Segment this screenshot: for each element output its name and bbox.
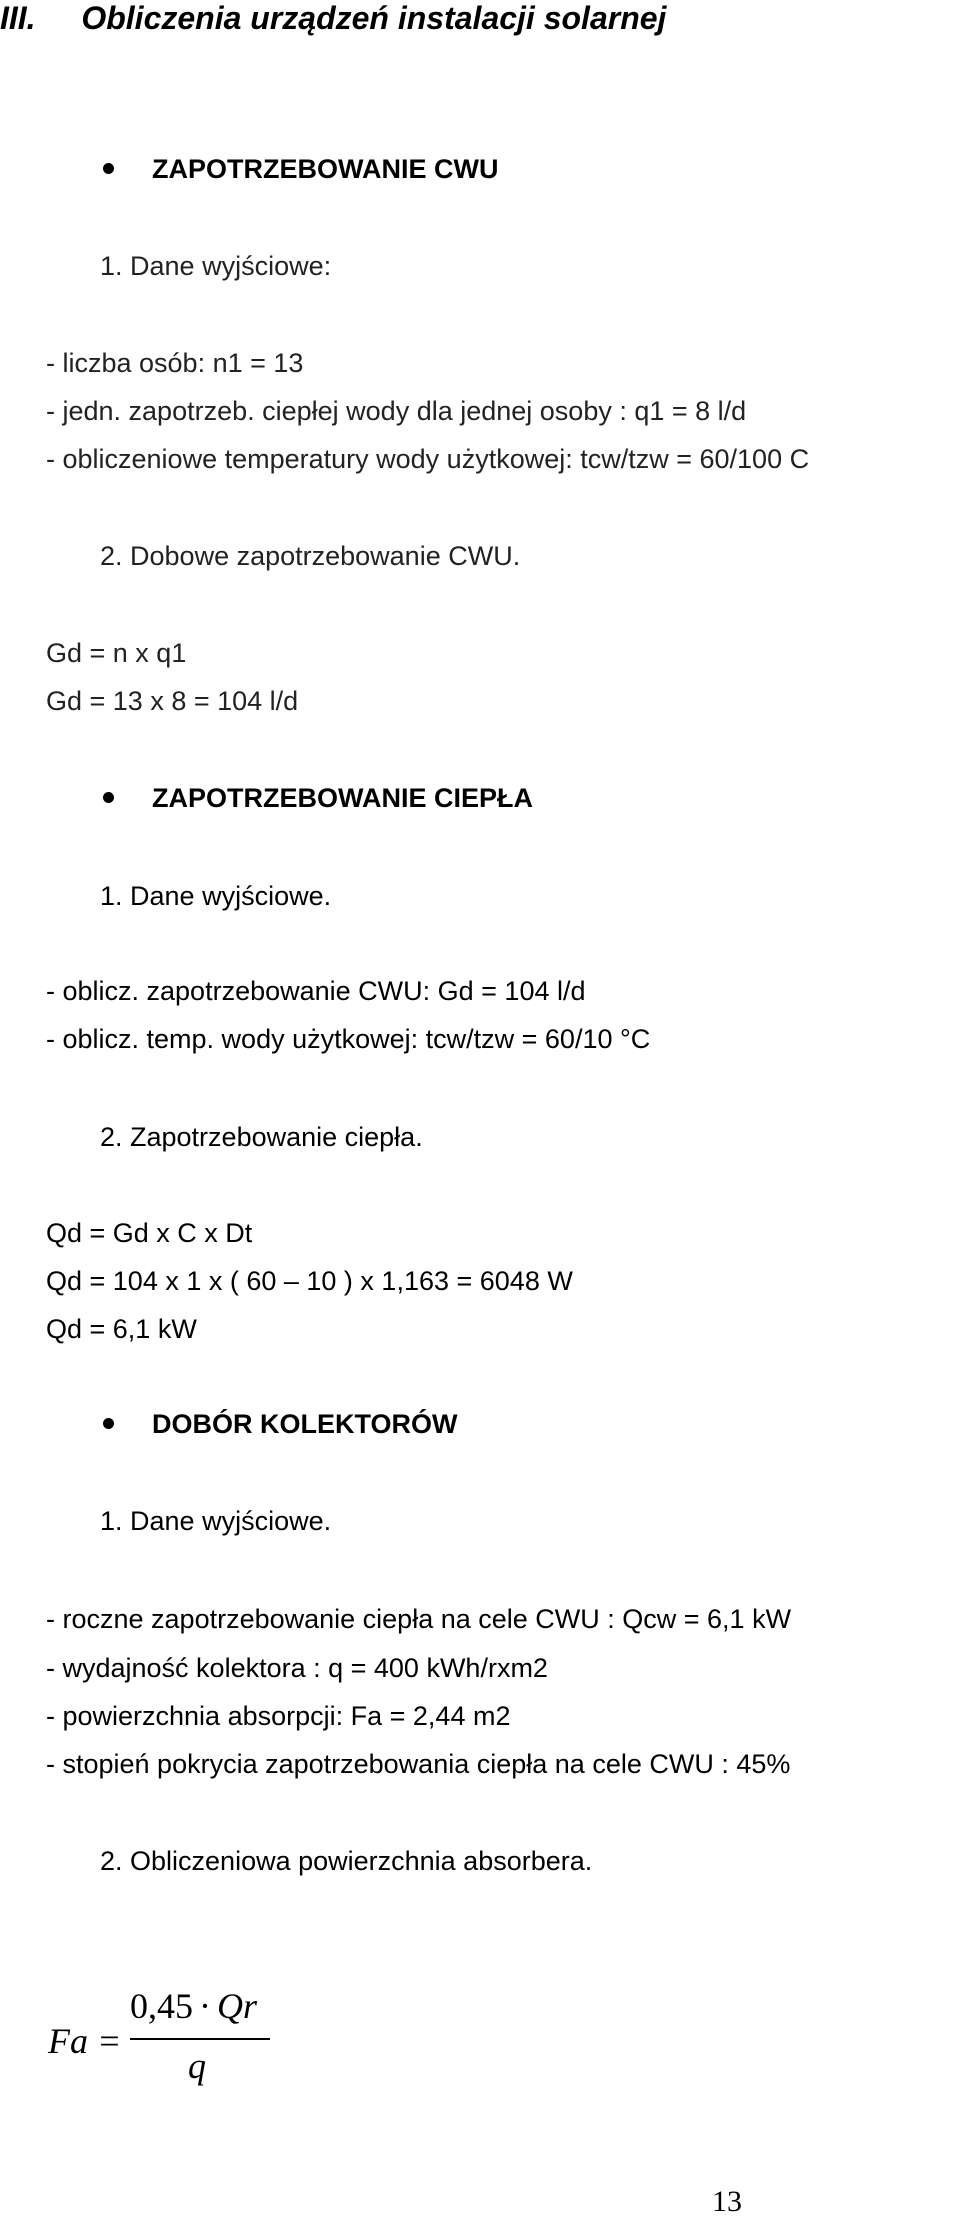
cwu-formula-1: Gd = n x q1 [46,638,187,668]
cwu-line-1: - liczba osób: n1 = 13 [46,348,304,378]
formula-denominator: q [188,2046,206,2086]
formula-numerator-coef: 0,45 [130,1986,193,2026]
heat-formula-1: Qd = Gd x C x Dt [46,1218,253,1248]
bullet-icon [103,163,114,174]
section-number: III. [0,0,36,36]
bullet-icon [103,1418,114,1429]
heat-formula-3: Qd = 6,1 kW [46,1314,197,1344]
section-title [0,2,666,34]
cwu-formula-2: Gd = 13 x 8 = 104 l/d [46,686,299,716]
heat-line-1: - oblicz. zapotrzebowanie CWU: Gd = 104 l/d [46,976,586,1006]
cwu-line-3: - obliczeniowe temperatury wody użytkowej: tcw/tzw = 60/100 C [46,444,810,474]
formula-numerator [130,1985,257,2027]
heat-item-2: 2. Zapotrzebowanie ciepła. [100,1122,423,1152]
collectors-item-1: 1. Dane wyjściowe. [100,1506,332,1536]
collectors-line-3: - powierzchnia absorpcji: Fa = 2,44 m2 [46,1701,511,1731]
page-number: 13 [712,2185,742,2218]
formula-lhs: Fa = [48,2021,122,2061]
heat-item-1: 1. Dane wyjściowe. [100,881,332,911]
section-title-text: Obliczenia urządzeń instalacji solarnej [81,0,667,36]
formula-dot: · [199,1986,211,2026]
heat-formula-2: Qd = 104 x 1 x ( 60 – 10 ) x 1,163 = 6048 W [46,1266,573,1296]
heat-line-2: - oblicz. temp. wody użytkowej: tcw/tzw = 60/10 °C [46,1024,651,1054]
cwu-line-2: - jedn. zapotrzeb. ciepłej wody dla jednej osoby : q1 = 8 l/d [46,396,747,426]
absorber-area-formula [48,1985,288,2105]
collectors-line-2: - wydajność kolektora : q = 400 kWh/rxm2 [46,1653,548,1683]
heading-cwu: ZAPOTRZEBOWANIE CWU [152,154,499,184]
fraction-bar [130,2038,270,2040]
cwu-item-2: 2. Dobowe zapotrzebowanie CWU. [100,541,521,571]
formula-numerator-var: Qr [217,1986,258,2026]
bullet-icon [103,792,114,803]
collectors-line-1: - roczne zapotrzebowanie ciepła na cele CWU : Qcw = 6,1 kW [46,1604,792,1634]
heading-heat: ZAPOTRZEBOWANIE CIEPŁA [152,783,534,813]
collectors-line-4: - stopień pokrycia zapotrzebowania ciepła na cele CWU : 45% [46,1749,791,1779]
cwu-item-1: 1. Dane wyjściowe: [100,251,332,281]
collectors-item-2: 2. Obliczeniowa powierzchnia absorbera. [100,1846,593,1876]
heading-collectors: DOBÓR KOLEKTORÓW [152,1409,458,1439]
